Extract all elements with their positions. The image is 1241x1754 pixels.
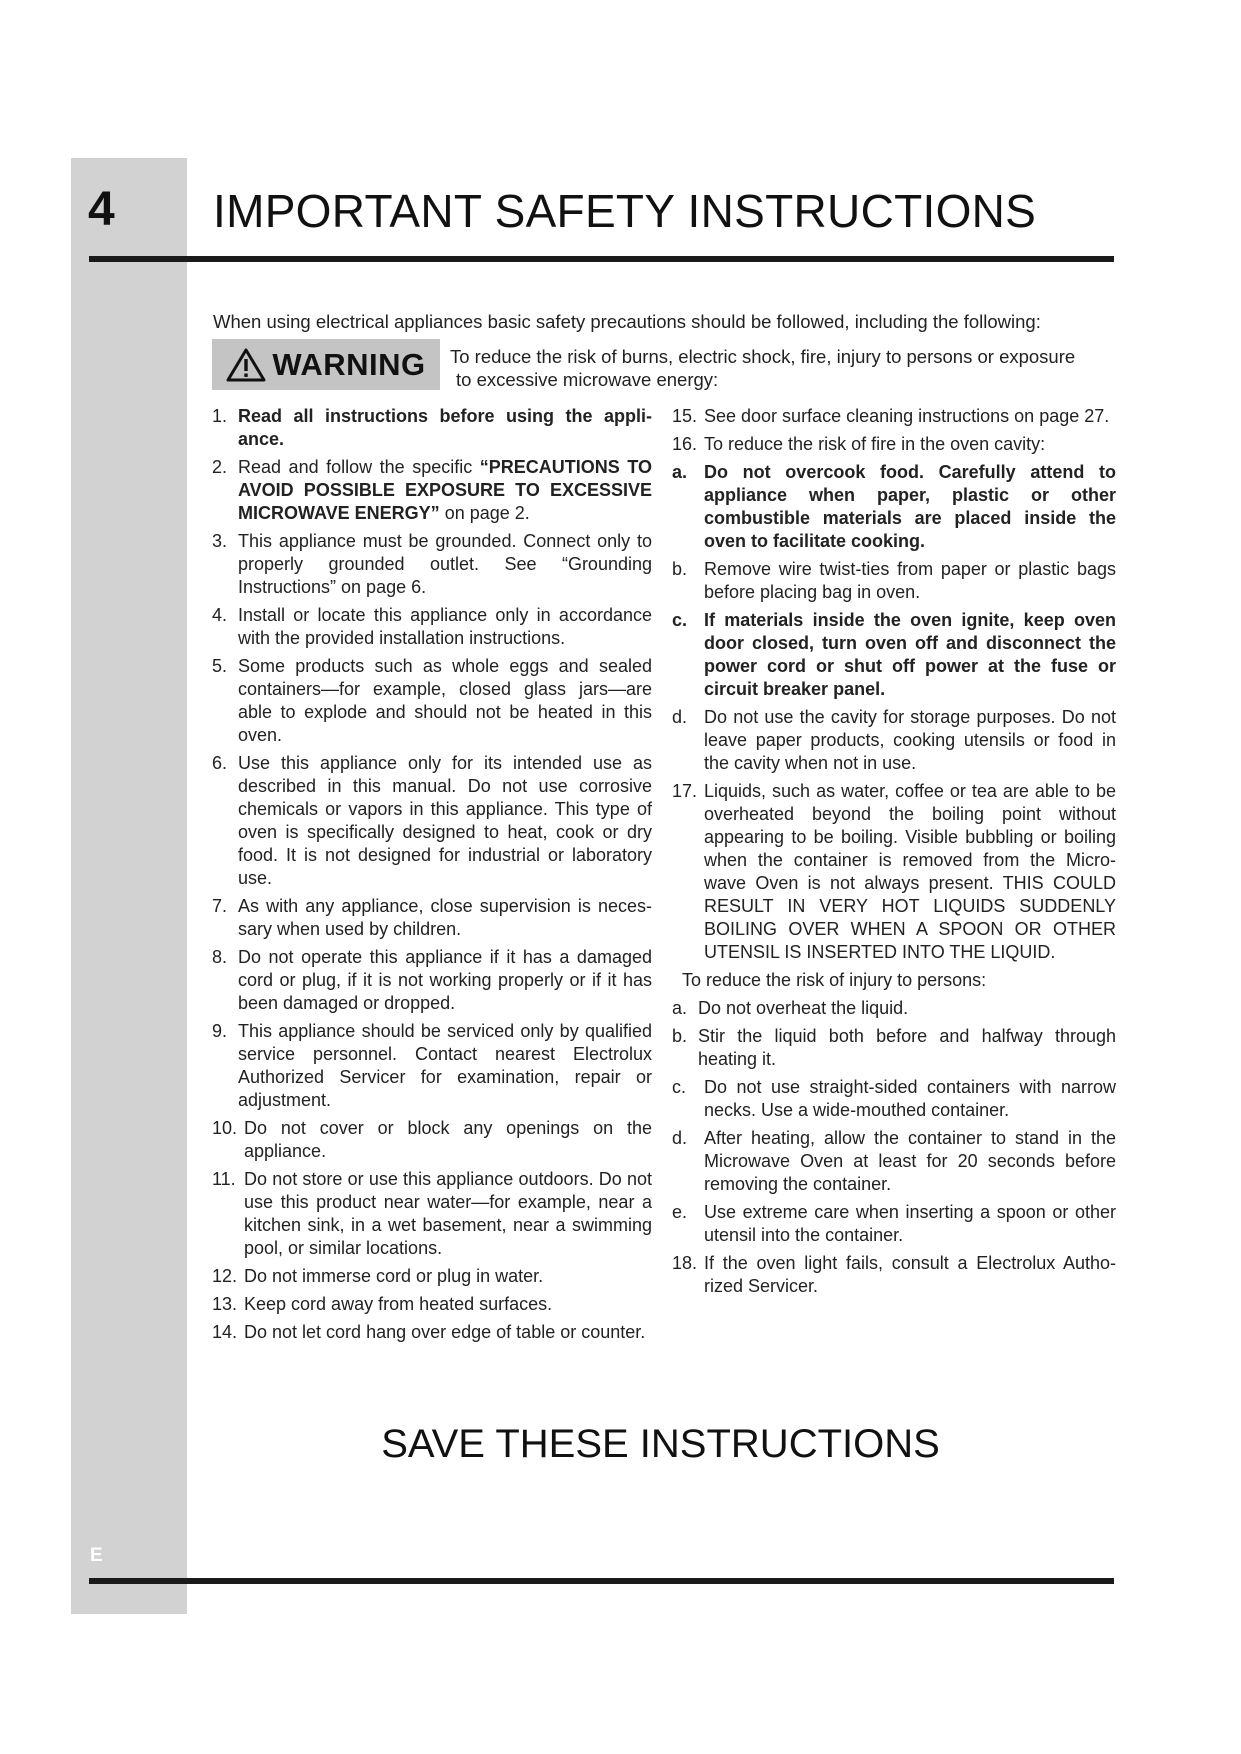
item-text bbox=[238, 456, 652, 525]
item-text: See door surface cleaning instructions on page 27. bbox=[704, 406, 1110, 426]
list-item bbox=[672, 609, 1116, 701]
item-letter: b. bbox=[672, 1026, 688, 1046]
item-text: Install or locate this appliance only in accordance with the provided installation instructions. bbox=[238, 605, 652, 648]
item-text: Do not operate this appliance if it has a damaged cord or plug, if it is not working properly or if it has been damaged or dropped. bbox=[238, 947, 652, 1013]
item-text: Do not use straight-sided containers with narrow necks. Use a wide-mouthed container. bbox=[704, 1077, 1116, 1120]
intro-text: When using electrical appliances basic safety precautions should be followed, including the following: bbox=[213, 311, 1041, 332]
side-band bbox=[71, 158, 187, 1614]
item-text-post: on page 2. bbox=[439, 503, 530, 523]
item-text: Do not use the cavity for storage purposes. Do not leave paper products, cooking utensils or food in the cavity when not in use. bbox=[704, 707, 1116, 773]
item-text: Liquids, such as water, coffee or tea are able to be overheated beyond the boiling point without appearing to be boiling. Visible bubbling or boiling when the container is removed from the Micro-wave Oven is not always present. THIS COULD RESULT IN VERY HOT LIQUIDS SUDDENLY BOILING OVER WHEN A SPOON OR OTHER UTENSIL IS INSERTED INTO THE LIQUID. bbox=[704, 781, 1116, 962]
item-text: Do not let cord hang over edge of table or counter. bbox=[244, 1322, 646, 1342]
item-text: Read all instructions before using the appli-ance. bbox=[238, 406, 652, 449]
item-text-bold: “PRECAUTIONS TO AVOID POSSIBLE EXPOSURE TO EXCESSIVE MICROWAVE ENERGY” bbox=[238, 457, 652, 523]
warning-text-line2: to excessive microwave energy: bbox=[456, 369, 719, 390]
list-item bbox=[212, 405, 652, 451]
list-item bbox=[212, 1265, 652, 1288]
list-item bbox=[212, 752, 652, 890]
item-text: Do not immerse cord or plug in water. bbox=[244, 1266, 544, 1286]
list-item bbox=[212, 1117, 652, 1163]
item-text: Do not overheat the liquid. bbox=[698, 998, 909, 1018]
item-text-pre: Read and follow the specific bbox=[238, 457, 480, 477]
item-number: 6. bbox=[212, 753, 228, 773]
item-text: To reduce the risk of fire in the oven cavity: bbox=[704, 434, 1046, 454]
item-letter: e. bbox=[672, 1202, 688, 1222]
item-number: 4. bbox=[212, 605, 228, 625]
list-item bbox=[672, 1201, 1116, 1247]
item-text: Use extreme care when inserting a spoon or other utensil into the container. bbox=[704, 1202, 1116, 1245]
page-title: IMPORTANT SAFETY INSTRUCTIONS bbox=[213, 185, 1037, 237]
list-item bbox=[212, 1168, 652, 1260]
item-text: As with any appliance, close supervision is neces-sary when used by children. bbox=[238, 896, 652, 939]
item-text: This appliance should be serviced only by qualified service personnel. Contact nearest Electrolux Authorized Servicer for examination, repair or adjustment. bbox=[238, 1021, 652, 1110]
save-instructions-heading: SAVE THESE INSTRUCTIONS bbox=[381, 1422, 940, 1466]
item-text: Some products such as whole eggs and sealed containers—for example, closed glass jars—are able to explode and should not be heated in this oven. bbox=[238, 656, 652, 745]
warning-text bbox=[450, 345, 1115, 391]
list-item bbox=[212, 655, 652, 747]
item-number: 8. bbox=[212, 947, 228, 967]
item-letter: a. bbox=[672, 462, 688, 482]
list-item bbox=[212, 456, 652, 525]
header-rule bbox=[89, 256, 1114, 262]
list-subheading: To reduce the risk of injury to persons: bbox=[682, 970, 987, 990]
item-number: 15. bbox=[672, 406, 698, 426]
list-item bbox=[212, 604, 652, 650]
item-number: 9. bbox=[212, 1021, 228, 1041]
list-item bbox=[672, 706, 1116, 775]
item-text: After heating, allow the container to stand in the Microwave Oven at least for 20 seconds before removing the container. bbox=[704, 1128, 1116, 1194]
item-number: 17. bbox=[672, 781, 698, 801]
footer-rule bbox=[89, 1578, 1114, 1584]
warning-text-line1: To reduce the risk of burns, electric shock, fire, injury to persons or exposure bbox=[450, 346, 1076, 367]
list-item bbox=[212, 946, 652, 1015]
list-item bbox=[672, 780, 1116, 964]
item-text: Stir the liquid both before and halfway through heating it. bbox=[698, 1026, 1116, 1069]
list-item bbox=[212, 1321, 652, 1344]
right-column bbox=[672, 405, 1116, 1303]
item-letter: c. bbox=[672, 1077, 687, 1097]
item-letter: d. bbox=[672, 1128, 688, 1148]
list-item bbox=[672, 1025, 1116, 1071]
item-text: Remove wire twist-ties from paper or plastic bags before placing bag in oven. bbox=[704, 559, 1116, 602]
list-item bbox=[672, 405, 1116, 428]
item-number: 13. bbox=[212, 1294, 238, 1314]
page-number: 4 bbox=[88, 183, 115, 236]
item-letter: a. bbox=[672, 998, 688, 1018]
item-text: If the oven light fails, consult a Electrolux Autho-rized Servicer. bbox=[704, 1253, 1116, 1296]
item-number: 12. bbox=[212, 1266, 238, 1286]
item-letter: d. bbox=[672, 707, 688, 727]
list-item bbox=[212, 530, 652, 599]
list-item bbox=[212, 1020, 652, 1112]
item-number: 18. bbox=[672, 1253, 698, 1273]
language-code: E bbox=[90, 1545, 103, 1566]
item-letter: c. bbox=[672, 610, 688, 630]
item-number: 5. bbox=[212, 656, 228, 676]
item-number: 14. bbox=[212, 1322, 238, 1342]
list-item bbox=[672, 997, 1116, 1020]
list-item bbox=[672, 433, 1116, 456]
item-number: 7. bbox=[212, 896, 228, 916]
list-item bbox=[672, 461, 1116, 553]
item-number: 10. bbox=[212, 1118, 238, 1138]
list-item bbox=[212, 1293, 652, 1316]
list-item bbox=[672, 1076, 1116, 1122]
list-item bbox=[672, 1252, 1116, 1298]
list-item bbox=[672, 558, 1116, 604]
item-text: This appliance must be grounded. Connect only to properly grounded outlet. See “Grounding Instructions” on page 6. bbox=[238, 531, 652, 597]
item-letter: b. bbox=[672, 559, 688, 579]
item-text: Keep cord away from heated surfaces. bbox=[244, 1294, 553, 1314]
item-text: Use this appliance only for its intended use as described in this manual. Do not use corrosive chemicals or vapors in this appliance. This type of oven is specifically designed to heat, cook or dry food. It is not designed for industrial or laboratory use. bbox=[238, 753, 652, 888]
item-number: 3. bbox=[212, 531, 228, 551]
item-text: Do not cover or block any openings on the appliance. bbox=[244, 1118, 652, 1161]
item-number: 2. bbox=[212, 457, 228, 477]
item-text: Do not overcook food. Carefully attend to appliance when paper, plastic or other combustible materials are placed inside the oven to facilitate cooking. bbox=[704, 462, 1116, 551]
warning-triangle-icon bbox=[226, 348, 266, 382]
item-text: If materials inside the oven ignite, keep oven door closed, turn oven off and disconnect the power cord or shut off power at the fuse or circuit breaker panel. bbox=[704, 610, 1116, 699]
warning-badge bbox=[212, 339, 440, 390]
warning-label: WARNING bbox=[272, 346, 426, 382]
item-number: 16. bbox=[672, 434, 698, 454]
item-text: Do not store or use this appliance outdoors. Do not use this product near water—for example, near a kitchen sink, in a wet basement, near a swimming pool, or similar locations. bbox=[244, 1169, 652, 1258]
list-item bbox=[672, 1127, 1116, 1196]
item-number: 11. bbox=[212, 1169, 236, 1189]
list-item bbox=[212, 895, 652, 941]
item-number: 1. bbox=[212, 406, 228, 426]
left-column bbox=[212, 405, 652, 1349]
